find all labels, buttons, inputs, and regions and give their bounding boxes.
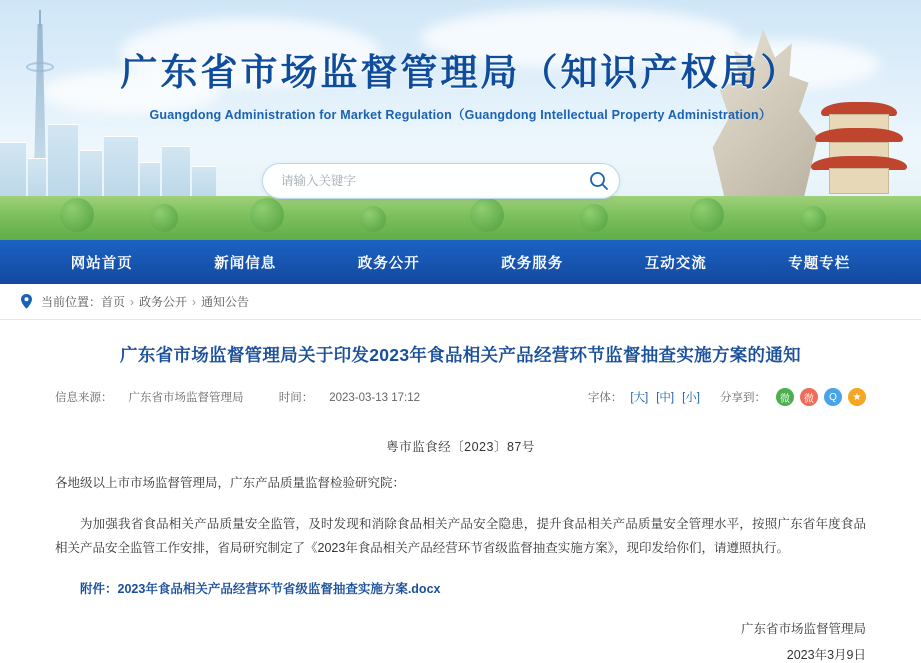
nav-item-topics[interactable]: 专题专栏 [788, 255, 851, 272]
breadcrumb-prefix: 当前位置： [41, 295, 102, 309]
page-title-english: Guangdong Administration for Market Regulation（Guangdong Intellectual Property Administration） [149, 108, 772, 122]
source-value: 广东省市场监督管理局 [128, 392, 244, 405]
breadcrumb-item-openness[interactable]: 政务公开 [139, 295, 188, 309]
time-value: 2023-03-13 17:12 [329, 392, 421, 405]
location-pin-icon [20, 294, 33, 309]
article-meta-row [55, 388, 866, 415]
breadcrumb-separator: › [192, 294, 197, 309]
site-banner [0, 0, 921, 240]
article-title: 广东省市场监督管理局关于印发2023年食品相关产品经营环节监督抽查实施方案的通知 [120, 345, 801, 365]
search-button[interactable] [579, 164, 619, 198]
share-label: 分享到： [720, 392, 766, 405]
source-label: 信息来源： [55, 392, 113, 405]
nav-item-news[interactable]: 新闻信息 [214, 255, 277, 272]
wechat-share-icon[interactable]: 微 [776, 388, 794, 406]
time-label: 时间： [278, 392, 314, 405]
breadcrumb-item-home[interactable]: 首页 [101, 295, 126, 309]
nav-item-openness[interactable]: 政务公开 [357, 255, 420, 272]
article-meta-right [588, 388, 866, 406]
breadcrumb [0, 284, 921, 320]
qzone-share-icon[interactable]: Q [824, 388, 842, 406]
breadcrumb-item-notice[interactable]: 通知公告 [201, 295, 250, 309]
article-sign-date: 2023年3月9日 [786, 647, 866, 662]
breadcrumb-separator: › [130, 294, 135, 309]
attachment-row [55, 579, 866, 597]
article-salutation: 各地级以上市市场监督管理局，广东产品质量监督检验研究院： [55, 476, 406, 491]
attachment-link[interactable]: 2023年食品相关产品经营环节省级监督抽查实施方案.docx [117, 581, 441, 596]
fontsize-large-button[interactable]: [大] [630, 392, 649, 405]
nav-item-services[interactable]: 政务服务 [501, 255, 564, 272]
article-signature: 广东省市场监督管理局 [740, 621, 866, 636]
article-meta-left [55, 389, 436, 405]
more-share-icon[interactable]: ★ [848, 388, 866, 406]
green-belt-decor [0, 196, 921, 240]
main-navigation [0, 240, 921, 284]
search-box[interactable] [262, 163, 620, 199]
fontsize-small-button[interactable]: [小] [682, 392, 700, 405]
attachment-label: 附件： [80, 581, 118, 596]
nav-item-interaction[interactable]: 互动交流 [644, 255, 707, 272]
article-body-paragraph: 为加强我省食品相关产品质量安全监管，及时发现和消除食品相关产品安全隐患，提升食品相关产品质量安全管理水平，按照广东省年度食品相关产品安全监管工作安排，省局研究制定了《2023年食品相关产品经营环节省级监督抽查实施方案》，现印发给你们，请遵照执行。 [55, 517, 866, 555]
search-icon [588, 170, 610, 192]
search-input[interactable] [263, 174, 579, 188]
nav-item-home[interactable]: 网站首页 [70, 255, 133, 272]
article-container [0, 320, 921, 663]
page-title: 广东省市场监督管理局（知识产权局） [120, 53, 801, 94]
site-title-block [0, 42, 921, 123]
fontsize-label: 字体： [587, 392, 623, 405]
fontsize-medium-button[interactable]: [中] [656, 392, 675, 405]
document-number: 粤市监食经〔2023〕87号 [386, 440, 535, 455]
weibo-share-icon[interactable]: 微 [800, 388, 818, 406]
